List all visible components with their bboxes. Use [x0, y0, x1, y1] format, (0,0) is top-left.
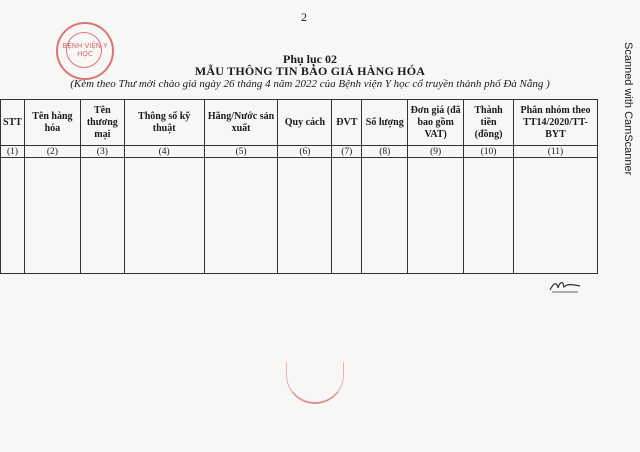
hospital-seal-bottom — [286, 362, 344, 404]
column-number: (1) — [1, 146, 25, 158]
blank-cell — [278, 158, 332, 274]
column-number: (3) — [80, 146, 124, 158]
header-item-name: Tên hàng hóa — [24, 100, 80, 146]
blank-entry-row — [1, 158, 598, 274]
scanner-watermark: Scanned with CamScanner — [622, 42, 634, 176]
header-row — [1, 100, 598, 146]
column-number: (8) — [362, 146, 408, 158]
blank-cell — [408, 158, 464, 274]
column-number: (4) — [124, 146, 204, 158]
blank-cell — [124, 158, 204, 274]
column-number-row — [1, 146, 598, 158]
blank-cell — [24, 158, 80, 274]
form-title: MẪU THÔNG TIN BÁO GIÁ HÀNG HÓA — [194, 64, 426, 78]
blank-cell — [362, 158, 408, 274]
blank-cell — [332, 158, 362, 274]
page-number: 2 — [301, 10, 307, 24]
header-quantity: Số lượng — [362, 100, 408, 146]
header-unit: ĐVT — [332, 100, 362, 146]
blank-cell — [514, 158, 598, 274]
column-number: (11) — [514, 146, 598, 158]
quotation-table — [0, 99, 598, 274]
column-number: (5) — [204, 146, 278, 158]
column-number: (9) — [408, 146, 464, 158]
header-trade-name: Tên thương mại — [80, 100, 124, 146]
header-amount: Thành tiền (đồng) — [464, 100, 514, 146]
blank-cell — [80, 158, 124, 274]
signature-mark — [548, 278, 582, 294]
subtitle: (Kèm theo Thư mời chào giá ngày 26 tháng 4 năm 2022 của Bệnh viện Y học cổ truyền thành phố Đà Nẵng ) — [70, 78, 550, 90]
header-unit-price: Đơn giá (đã bao gồm VAT) — [408, 100, 464, 146]
column-number: (6) — [278, 146, 332, 158]
column-number: (7) — [332, 146, 362, 158]
blank-cell — [464, 158, 514, 274]
header-stt: STT — [1, 100, 25, 146]
blank-cell — [204, 158, 278, 274]
blank-cell — [1, 158, 25, 274]
header-packaging: Quy cách — [278, 100, 332, 146]
appendix-label: Phụ lục 02 — [282, 52, 337, 66]
column-number: (2) — [24, 146, 80, 158]
seal-text: BỆNH VIỆN Y HỌC — [62, 42, 108, 58]
header-group: Phân nhóm theo TT14/2020/TT-BYT — [514, 100, 598, 146]
column-number: (10) — [464, 146, 514, 158]
header-specs: Thông số kỹ thuật — [124, 100, 204, 146]
header-manufacturer: Hãng/Nước sản xuất — [204, 100, 278, 146]
